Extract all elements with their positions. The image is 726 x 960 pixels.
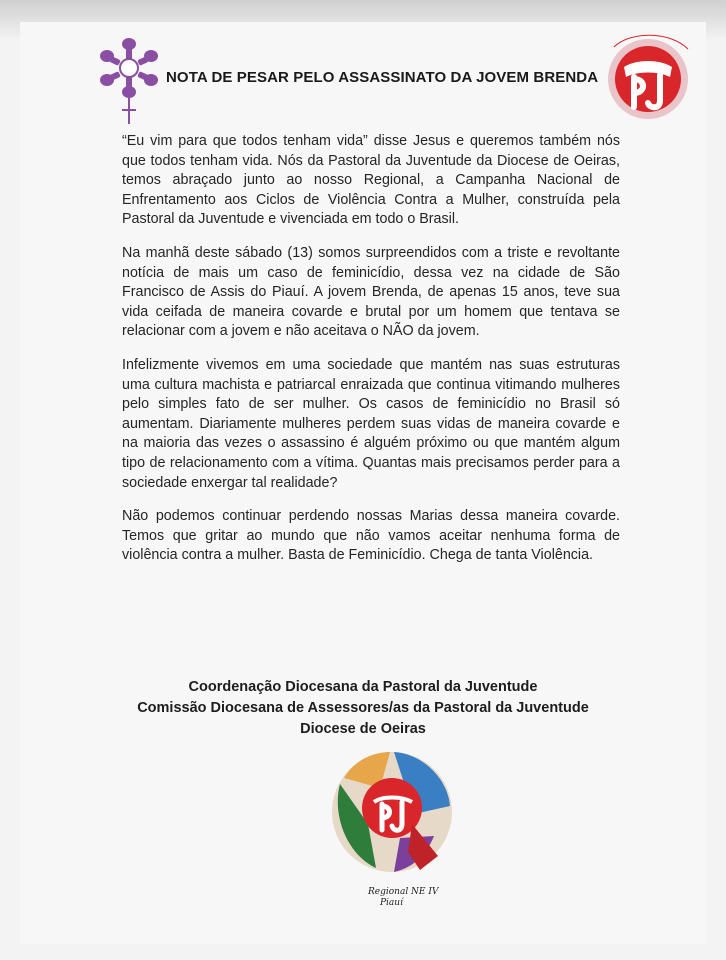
paragraph: Infelizmente vivemos em uma sociedade que mantém nas suas estruturas uma cultura machista e patriarcal enraizada que continua vitimando mulheres pelo simples fato de ser mulher. Os casos de feminicídio no Brasil só aumentam. Diariamente mulheres perdem suas vidas de maneira covarde e na maioria das vezes o assassino é alguém próximo ou que mantém algum tipo de relacionamento com a vítima. Quantas mais precisamos perder para a sociedade enxergar tal realidade? — [122, 356, 620, 491]
pastoral-juventude-logo-icon — [590, 27, 702, 127]
paragraph: Na manhã deste sábado (13) somos surpreendidos com a triste e revoltante notícia de mais um caso de feminicídio, dessa vez na cidade de São Francisco de Assis do Piauí. A jovem Brenda, de apenas 15 anos, teve sua vida ceifada de maneira covarde e brutal por um homem que tentava se relacionar com a jovem e não aceitava o NÃO da jovem. — [122, 244, 620, 340]
paragraph: “Eu vim para que todos tenham vida” disse Jesus e queremos também nós que todos tenham vida. Nós da Pastoral da Juventude da Diocese de Oeiras, temos abraçado junto ao nosso Regional, a Campanha Nacional de Enfrentamento aos Ciclos de Violência Contra a Mulher, construída pela Pastoral da Juventude e vivenciada em todo o Brasil. — [122, 133, 620, 228]
hands-circle-logo-icon — [96, 36, 162, 126]
regional-pj-logo-icon — [328, 744, 456, 916]
regional-label: Regional NE IV — [368, 887, 439, 897]
signature-line-2: Comissão Diocesana de Assessores/as da Pastoral da Juventude — [137, 700, 589, 716]
signature-line-3: Diocese de Oeiras — [300, 721, 426, 737]
paragraph: Não podemos continuar perdendo nossas Marias dessa maneira covarde. Temos que gritar ao mundo que não vamos aceitar nenhuma forma de violência contra a mulher. Basta de Feminicídio. Chega de tanta Violência. — [122, 508, 620, 564]
state-label: Piauí — [380, 898, 403, 908]
page-title: NOTA DE PESAR PELO ASSASSINATO DA JOVEM BRENDA — [166, 69, 599, 86]
signature-line-1: Coordenação Diocesana da Pastoral da Juventude — [188, 679, 538, 695]
letter-body — [122, 132, 620, 580]
